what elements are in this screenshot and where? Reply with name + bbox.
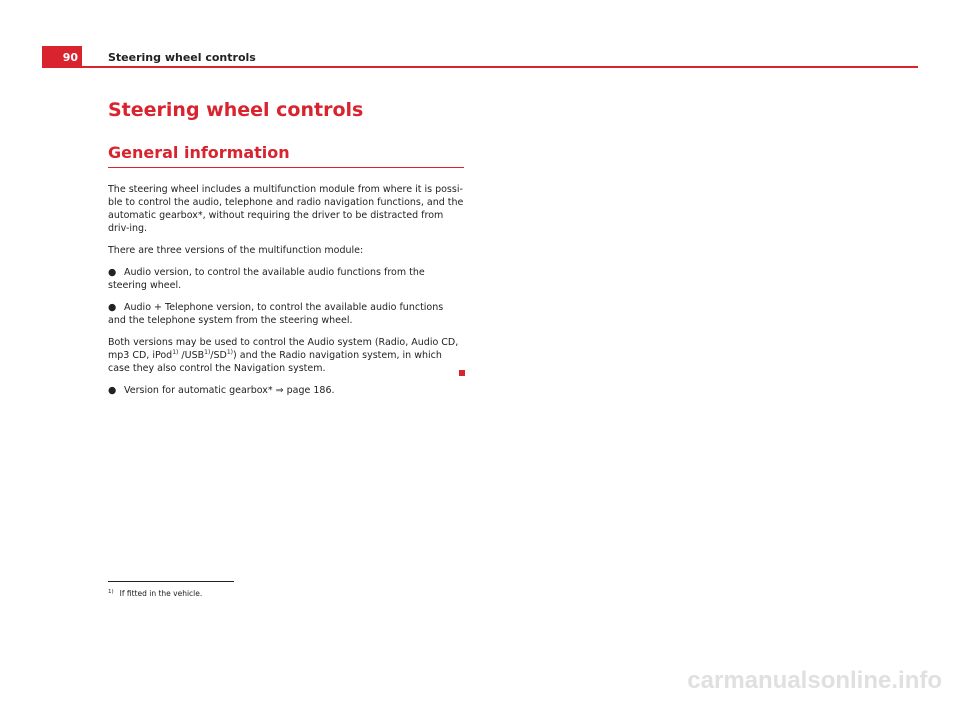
intro-paragraph: The steering wheel includes a multifunction module from where it is possi-ble to control the audio, telephone and radio navigation functions, and the automatic gearbox*, without requiring the driver to be distracted from driv-ing. [108,184,464,234]
bullet-audio-text: Audio version, to control the available audio functions from the steering wheel. [108,267,425,291]
bullet-telephone-text: Audio + Telephone version, to control the available audio functions and the telephone system from the steering wheel. [108,302,444,326]
body-text [108,183,464,406]
footnote-rule [108,581,234,582]
footnote-ref[interactable]: 1) [204,348,211,356]
bullet-icon: ● [108,385,117,396]
footnote [108,589,202,598]
systems-paragraph: Both versions may be used to control the Audio system (Radio, Audio CD, mp3 CD, iPod$^{1)}$ /USB$^{1)}$/SD$^{1)}$) and the Radio navigation system, in which case they also control the Navigation system. [108,337,459,374]
section-title: General information [108,143,464,168]
page-header [42,46,918,68]
bullet-icon: ● [108,302,117,313]
bullet-gearbox-text[interactable]: Version for automatic gearbox* ⇒ page 186. [124,385,335,396]
page-number: 90 [42,46,82,68]
footnote-ref[interactable]: 1) [172,348,179,356]
bullet-gearbox [108,384,464,397]
footnote-ref[interactable]: 1) [226,348,234,356]
chapter-title: Steering wheel controls [108,99,364,121]
section-end-marker [459,370,465,376]
footnote-text: If fitted in the vehicle. [119,589,203,598]
bullet-icon: ● [108,267,117,278]
watermark: carmanualsonline.info [687,667,942,694]
versions-paragraph: There are three versions of the multifunction module: [108,245,364,256]
bullet-audio [108,266,464,292]
bullet-telephone [108,301,464,327]
footnote-mark: 1) [108,589,114,595]
running-title: Steering wheel controls [108,51,256,64]
